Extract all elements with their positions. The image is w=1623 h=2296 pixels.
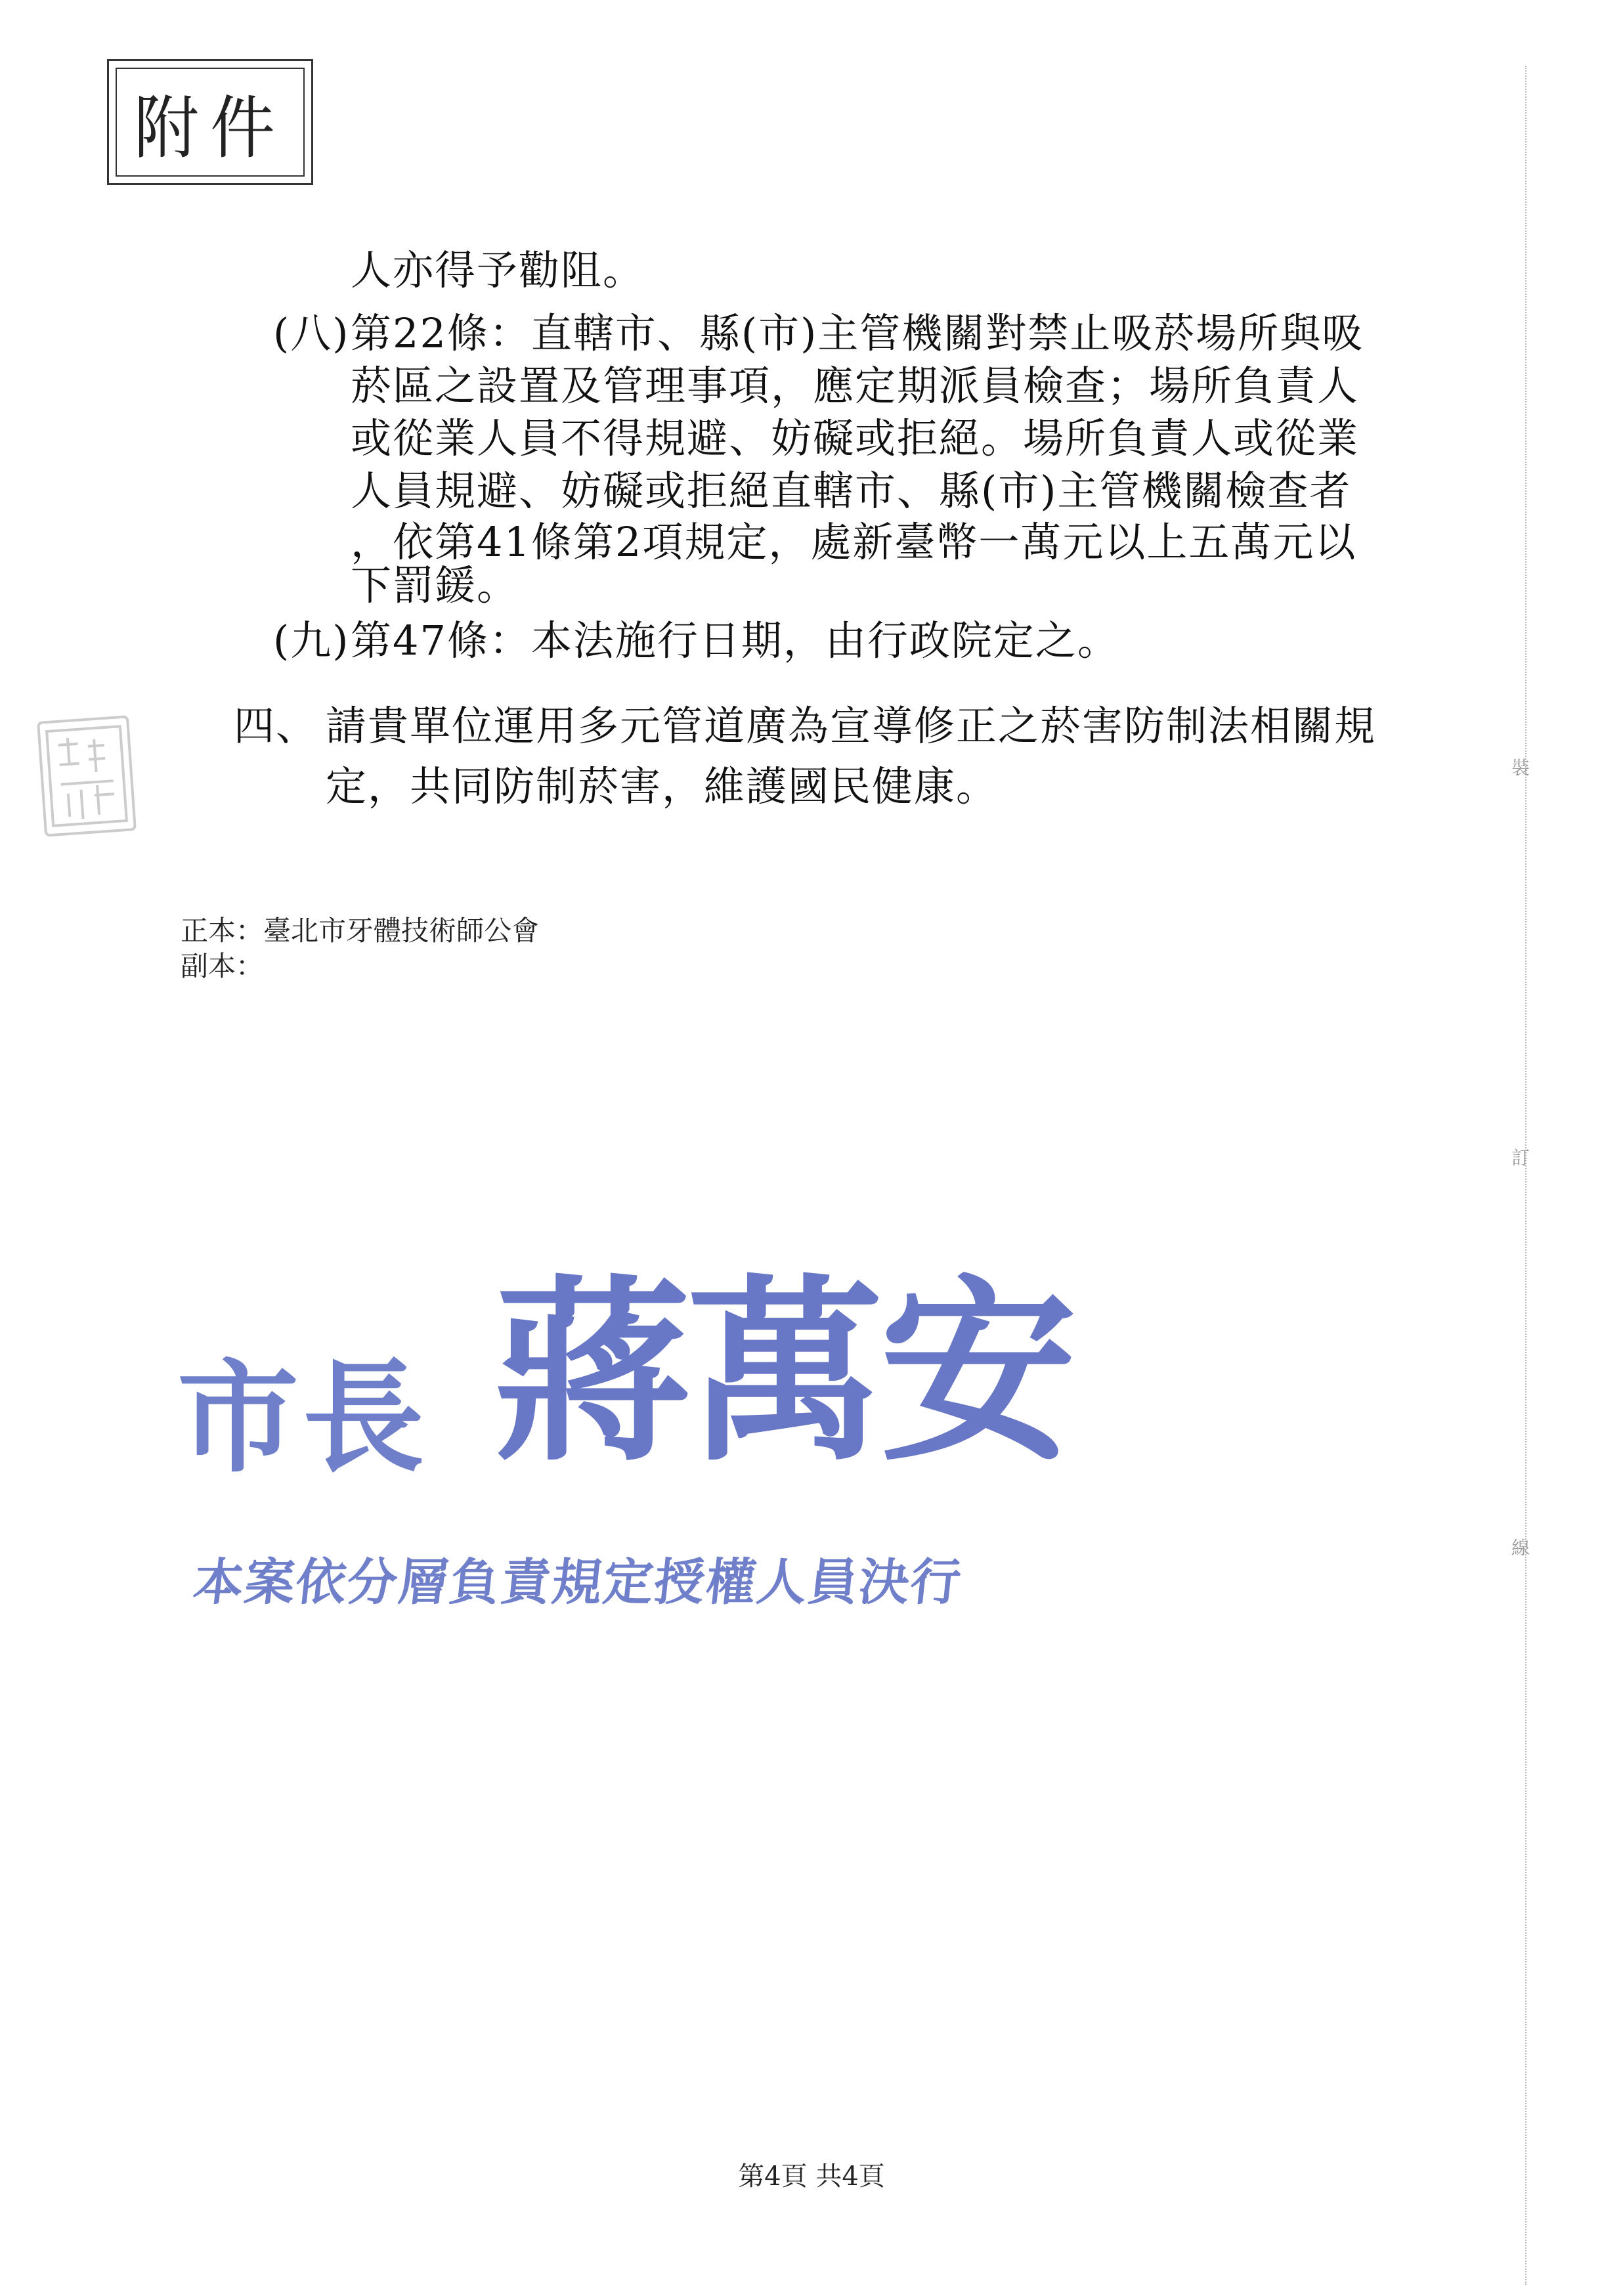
attachment-label-box [107,59,313,185]
attachment-label-inner-border [116,68,305,177]
content-line-2: 第22條：直轄市、縣(市)主管機關對禁止吸菸場所與吸 [351,309,1364,357]
mayor-signature: 蔣萬安 [494,1256,1073,1488]
content-line-3: 菸區之設置及管理事項，應定期派員檢查；場所負責人 [351,362,1360,410]
content-line-4: 或從業人員不得規避、妨礙或拒絕。場所負責人或從業 [351,414,1360,462]
content-line-9: 請貴單位運用多元管道廣為宣導修正之菸害防制法相關規 [326,702,1377,750]
received-stamp-icon [34,710,139,842]
binding-margin-line [1525,66,1526,2285]
authorization-note: 本案依分層負責規定授權人員決行 [190,1553,965,1611]
item-8-marker: (八) [273,309,350,357]
content-line-5: 人員規避、妨礙或拒絕直轄市、縣(市)主管機關檢查者 [351,467,1352,515]
attachment-label: 附件 [134,88,286,168]
content-line-6: ，依第41條第2項規定，處新臺幣一萬元以上五萬元以 [351,518,1357,566]
content-line-10: 定，共同防制菸害，維護國民健康。 [326,762,999,810]
mayor-title: 市長 [177,1347,428,1489]
copy-recipient-label: 副本： [181,950,264,982]
item-9-marker: (九) [273,617,350,664]
content-line-1: 人亦得予勸阻。 [351,246,645,294]
binding-mark-line: 線 [1511,1537,1530,1559]
binding-mark-staple: 訂 [1511,1147,1530,1169]
content-line-7: 下罰鍰。 [351,561,519,609]
original-recipient: 臺北市牙體技術師公會 [263,915,540,947]
binding-mark-bind: 裝 [1511,757,1530,779]
content-line-8: 第47條：本法施行日期，由行政院定之。 [351,617,1119,664]
page-number: 第4頁 共4頁 [738,2161,885,2192]
original-recipient-label: 正本： [181,915,264,947]
section-4-marker: 四、 [234,702,318,750]
